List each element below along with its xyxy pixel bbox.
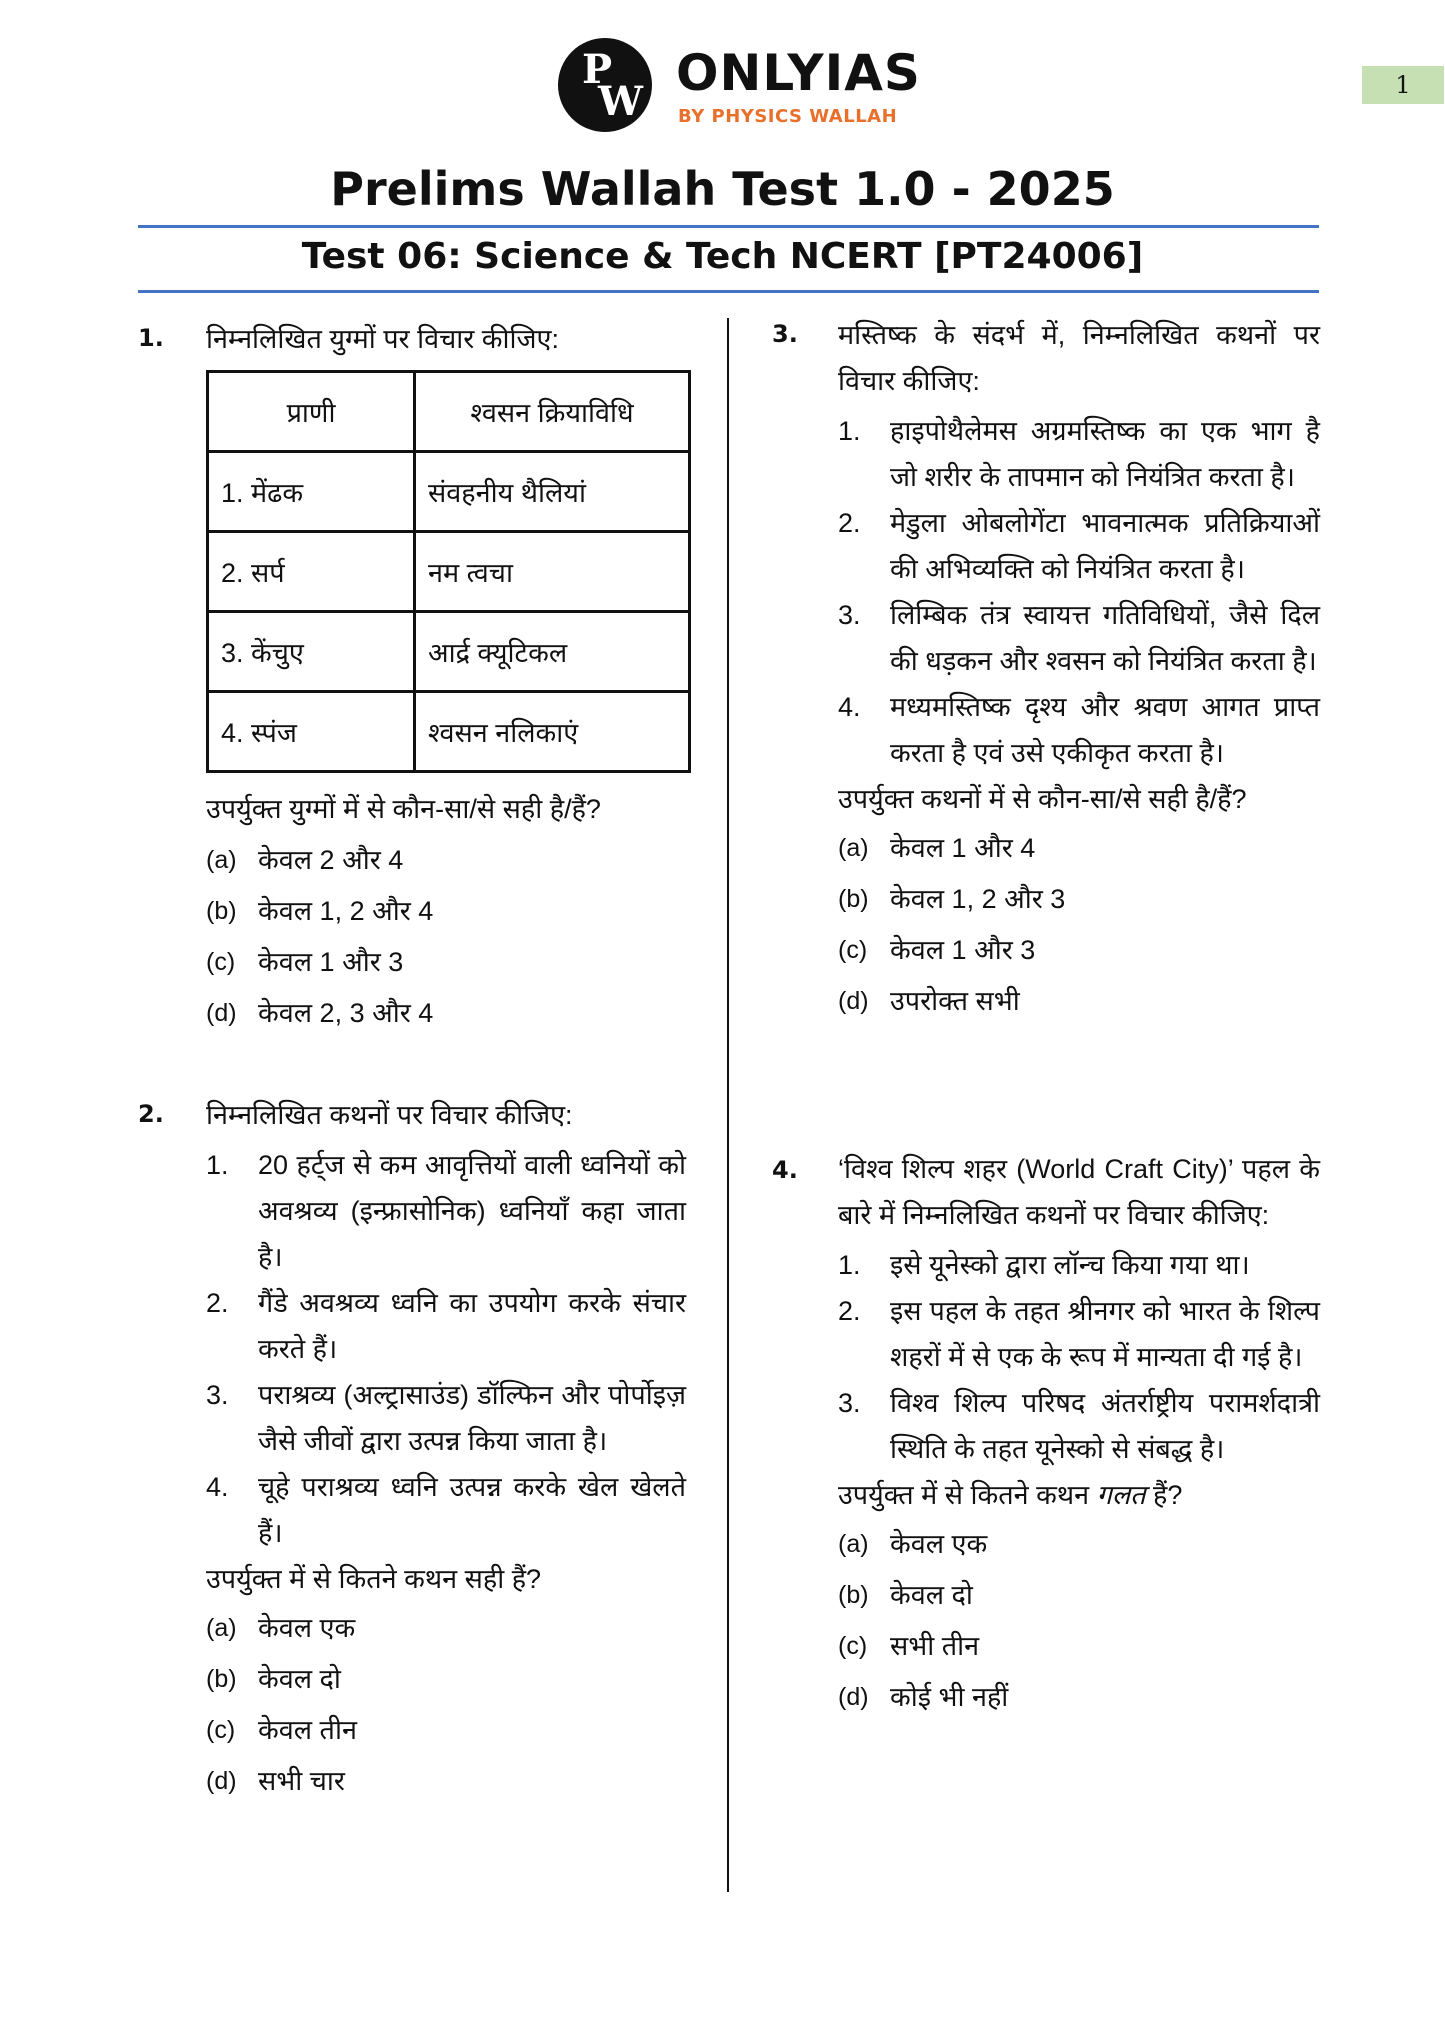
question-stem: ‘विश्व शिल्प शहर (World Craft City)’ पहल के बारे में निम्नलिखित कथनों पर विचार कीजिए: — [838, 1154, 1320, 1230]
option-label: (d) — [206, 998, 237, 1027]
statement-number: 2. — [838, 508, 861, 538]
statement-text: विश्व शिल्प परिषद अंतर्राष्ट्रीय परामर्शदात्री स्थिति के तहत यूनेस्को से संबद्ध है। — [890, 1388, 1320, 1464]
option-text: सभी चार — [258, 1765, 345, 1796]
question-number: 3. — [772, 320, 798, 348]
option-d[interactable] — [838, 1671, 1320, 1722]
option-c[interactable] — [838, 1620, 1320, 1671]
statement-item — [838, 500, 1320, 592]
option-label: (a) — [206, 845, 237, 874]
statement-number: 4. — [206, 1472, 229, 1502]
option-c[interactable] — [206, 1704, 686, 1755]
table-row — [208, 692, 690, 772]
question-prompt: उपर्युक्त युग्मों में से कौन-सा/से सही है/हैं? — [206, 794, 601, 824]
option-label: (a) — [838, 833, 869, 862]
option-label: (d) — [838, 1682, 869, 1711]
column-divider — [727, 318, 729, 1892]
logo-letter-p: P — [582, 46, 613, 93]
title-rule-top — [138, 225, 1319, 228]
statement-number: 1. — [838, 1250, 861, 1280]
option-label: (b) — [206, 896, 237, 925]
option-d[interactable] — [838, 975, 1320, 1026]
table-cell: नम त्वचा — [415, 532, 690, 612]
option-d[interactable] — [206, 1755, 686, 1806]
statement-number: 3. — [838, 1388, 861, 1418]
option-text: केवल तीन — [258, 1714, 357, 1745]
statement-text: पराश्रव्य (अल्ट्रासाउंड) डॉल्फिन और पोर्पोइज़ जैसे जीवों द्वारा उत्पन्न किया जाता है। — [258, 1380, 686, 1456]
option-label: (d) — [206, 1766, 237, 1795]
statement-item — [838, 684, 1320, 776]
statement-item — [206, 1372, 686, 1464]
option-a[interactable] — [206, 1602, 686, 1653]
option-text: कोई भी नहीं — [890, 1681, 1009, 1712]
option-b[interactable] — [206, 885, 686, 936]
option-text: केवल 1 और 3 — [258, 946, 404, 977]
statement-item — [838, 592, 1320, 684]
statement-text: लिम्बिक तंत्र स्वायत्त गतिविधियों, जैसे दिल की धड़कन और श्वसन को नियंत्रित करता है। — [890, 600, 1320, 676]
question-number: 2. — [138, 1100, 164, 1128]
option-label: (d) — [838, 986, 869, 1015]
question-stem: निम्नलिखित कथनों पर विचार कीजिए: — [206, 1100, 573, 1130]
statement-number: 2. — [838, 1296, 861, 1326]
option-text: केवल 1, 2 और 3 — [890, 883, 1066, 914]
option-label: (c) — [838, 935, 868, 964]
statement-text: मध्यमस्तिष्क दृश्य और श्रवण आगत प्राप्त करता है एवं उसे एकीकृत करता है। — [890, 692, 1320, 768]
table-cell: 4. स्पंज — [208, 692, 415, 772]
title-rule-bottom — [138, 290, 1319, 293]
question-block — [838, 312, 1320, 1026]
table-cell: आर्द्र क्यूटिकल — [415, 612, 690, 692]
statement-item — [838, 1380, 1320, 1472]
option-text: केवल 1 और 3 — [890, 934, 1036, 965]
statement-item — [838, 408, 1320, 500]
statement-list — [838, 408, 1320, 776]
option-c[interactable] — [838, 924, 1320, 975]
option-label: (b) — [206, 1664, 237, 1693]
statement-text: इस पहल के तहत श्रीनगर को भारत के शिल्प शहरों में से एक के रूप में मान्यता दी गई है। — [890, 1296, 1320, 1372]
option-c[interactable] — [206, 936, 686, 987]
table-header-cell: श्वसन क्रियाविधि — [415, 372, 690, 452]
options-list — [838, 1518, 1320, 1722]
option-b[interactable] — [206, 1653, 686, 1704]
option-label: (c) — [206, 1715, 236, 1744]
option-text: केवल 1 और 4 — [890, 832, 1036, 863]
option-label: (c) — [838, 1631, 868, 1660]
statement-list — [838, 1242, 1320, 1472]
statement-number: 4. — [838, 692, 861, 722]
table-cell: 1. मेंढक — [208, 452, 415, 532]
statement-number: 3. — [838, 600, 861, 630]
question-stem: निम्नलिखित युग्मों पर विचार कीजिए: — [206, 324, 559, 354]
statement-text: हाइपोथैलेमस अग्रमस्तिष्क का एक भाग है जो शरीर के तापमान को नियंत्रित करता है। — [890, 416, 1320, 492]
prompt-text: हैं? — [1145, 1480, 1183, 1510]
table-header-row — [208, 372, 690, 452]
statement-item — [838, 1288, 1320, 1380]
table-header-cell: प्राणी — [208, 372, 415, 452]
option-text: केवल एक — [258, 1612, 356, 1643]
prompt-text: उपर्युक्त में से कितने कथन — [838, 1480, 1097, 1510]
pw-logo — [558, 38, 652, 132]
page-title: Prelims Wallah Test 1.0 - 2025 — [330, 162, 1115, 216]
statement-text: चूहे पराश्रव्य ध्वनि उत्पन्न करके खेल खेलते हैं। — [258, 1472, 686, 1548]
brand-subtitle: BY PHYSICS WALLAH — [678, 106, 898, 127]
question-prompt: उपर्युक्त में से कितने कथन सही हैं? — [206, 1564, 542, 1594]
statement-item — [206, 1280, 686, 1372]
option-label: (b) — [838, 884, 869, 913]
option-label: (a) — [206, 1613, 237, 1642]
statement-item — [838, 1242, 1320, 1288]
test-subtitle: Test 06: Science & Tech NCERT [PT24006] — [301, 236, 1144, 277]
page-number-badge: 1 — [1362, 66, 1444, 104]
prompt-emphasis: गलत — [1096, 1480, 1146, 1510]
option-a[interactable] — [838, 1518, 1320, 1569]
option-label: (c) — [206, 947, 236, 976]
option-text: केवल दो — [890, 1579, 973, 1610]
table-row — [208, 452, 690, 532]
option-text: केवल एक — [890, 1528, 988, 1559]
option-d[interactable] — [206, 987, 686, 1038]
statement-text: मेडुला ओबलोगेंटा भावनात्मक प्रतिक्रियाओं की अभिव्यक्ति को नियंत्रित करता है। — [890, 508, 1320, 584]
statement-number: 3. — [206, 1380, 229, 1410]
question-number: 4. — [772, 1156, 798, 1184]
question-stem: मस्तिष्क के संदर्भ में, निम्नलिखित कथनों पर विचार कीजिए: — [838, 320, 1320, 396]
options-list — [206, 1602, 686, 1806]
statement-number: 1. — [838, 416, 861, 446]
option-b[interactable] — [838, 1569, 1320, 1620]
table-cell: श्वसन नलिकाएं — [415, 692, 690, 772]
logo-letter-w: W — [598, 78, 643, 125]
option-text: केवल 2 और 4 — [258, 844, 404, 875]
option-a[interactable] — [838, 822, 1320, 873]
option-text: सभी तीन — [890, 1630, 980, 1661]
table-cell: 3. केंचुए — [208, 612, 415, 692]
option-label: (b) — [838, 1580, 869, 1609]
option-label: (a) — [838, 1529, 869, 1558]
statement-text: 20 हर्ट्ज से कम आवृत्तियों वाली ध्वनियों को अवश्रव्य (इन्फ्रासोनिक) ध्वनियाँ कहा जाता है। — [258, 1150, 686, 1272]
statement-number: 1. — [206, 1150, 229, 1180]
option-a[interactable] — [206, 834, 686, 885]
statement-text: इसे यूनेस्को द्वारा लॉन्च किया गया था। — [890, 1250, 1250, 1280]
question-prompt — [838, 1472, 1320, 1518]
statement-number: 2. — [206, 1288, 229, 1318]
table-cell: संवहनीय थैलियां — [415, 452, 690, 532]
question-block — [838, 1146, 1320, 1722]
pairs-table — [206, 370, 691, 773]
options-list — [206, 834, 686, 1038]
option-text: केवल 1, 2 और 4 — [258, 895, 434, 926]
option-text: केवल 2, 3 और 4 — [258, 997, 434, 1028]
option-text: केवल दो — [258, 1663, 341, 1694]
statement-item — [206, 1142, 686, 1280]
table-cell: 2. सर्प — [208, 532, 415, 612]
option-b[interactable] — [838, 873, 1320, 924]
statement-item — [206, 1464, 686, 1556]
options-list — [838, 822, 1320, 1026]
brand-name: ONLYIAS — [676, 44, 921, 102]
question-prompt: उपर्युक्त कथनों में से कौन-सा/से सही है/हैं? — [838, 784, 1247, 814]
option-text: उपरोक्त सभी — [890, 985, 1020, 1016]
table-row — [208, 532, 690, 612]
table-row — [208, 612, 690, 692]
statement-list — [206, 1142, 686, 1806]
statement-text: गैंडे अवश्रव्य ध्वनि का उपयोग करके संचार करते हैं। — [258, 1288, 686, 1364]
question-number: 1. — [138, 324, 164, 352]
